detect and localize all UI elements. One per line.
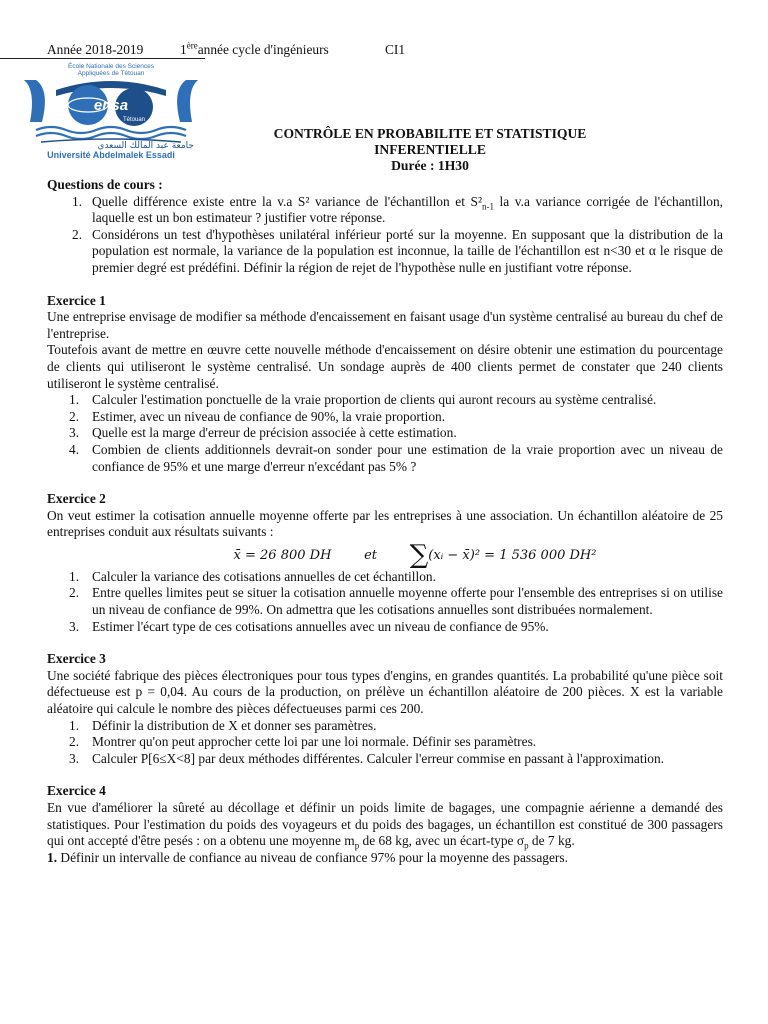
list-item: 1. Calculer l'estimation ponctuelle de la vraie proportion de clients qui auront recours au système centralisé. <box>69 392 657 408</box>
formula-sum: (xᵢ − x̄)² = 1 536 000 DH² <box>428 547 597 563</box>
list-item: 2. Estimer, avec un niveau de confiance de 90%, la vraie proportion. <box>69 408 446 424</box>
school-logo <box>16 60 206 160</box>
logo-top-text-1: École Nationale des Sciences <box>68 63 154 70</box>
list-item: 2. Entre quelles limites peut se situer la cotisation annuelle moyenne offerte pour l'ensemble des entreprises si on utilise un niveau de confiance de 99%. On admettra que les cotisations annuelles sont distribuées normalement. <box>69 585 723 618</box>
title-line-2: INFERENTIELLE <box>374 142 486 157</box>
list-item: 3. Calculer P[6≤X<8] par deux méthodes différentes. Calculer l'erreur commise en passant à l'approximation. <box>69 750 665 766</box>
exercise-4 <box>47 783 723 866</box>
program-level: 1èreannée cycle d'ingénieurs <box>180 40 329 57</box>
exercise-3 <box>47 651 723 767</box>
exercise-1 <box>47 293 723 476</box>
logo-wave-2 <box>36 133 186 139</box>
logo-right-pillar <box>177 80 198 122</box>
exercise-2 <box>47 491 723 635</box>
exercise-1-heading: Exercice 1 <box>47 292 106 308</box>
logo-top-text-2: Appliquées de Tétouan <box>77 70 145 77</box>
exercise-4-heading: Exercice 4 <box>47 783 106 799</box>
exercise-2-questions <box>47 569 723 635</box>
list-item: 2. Montrer qu'on peut approcher cette loi par une loi normale. Définir ses paramètres. <box>69 734 537 750</box>
formula-connector: et <box>364 547 377 563</box>
exercise-4-question-1: 1. Définir un intervalle de confiance au niveau de confiance 97% pour la moyenne des passagers. <box>47 849 568 865</box>
exercise-1-context: Toutefois avant de mettre en œuvre cette nouvelle méthode d'encaissement on désire obtenir une estimation du pourcentage de clients qui utiliseront le système centralisé. Un sondage auprès de 400 clients permet de constater que 240 clients utiliseront le système centralisé. <box>47 342 723 391</box>
class-code: CI1 <box>385 42 406 57</box>
exercise-4-intro: En vue d'améliorer la sûreté au décollage et définir un poids limite de bagages, une compagnie aérienne a demandé des statistiques. Pour l'estimation du poids des voyageurs et du poids des bagages, un échantillon est constitué de 300 passagers qui ont accepté d'être pesés : on a obtenu une moyenne $m_p$ de 68 kg, avec un écart-type $\sigma_p$ de 7 kg. <box>47 800 723 851</box>
list-item: 1. Quelle différence existe entre la v.a S² variance de l'échantillon et $S^2_{n-1}$ la v.a variance corrigée de l'échantillon, laquelle est un bon estimateur ? justifier votre réponse. <box>72 193 723 226</box>
exercise-1-questions <box>47 392 723 475</box>
list-item: 3. Quelle est la marge d'erreur de précision associée à cette estimation. <box>69 425 457 441</box>
exercise-2-formula <box>107 541 723 569</box>
title-line-1: CONTRÔLE EN PROBABILITE ET STATISTIQUE <box>273 126 587 141</box>
logo-mark-text: ensa <box>93 97 129 114</box>
logo-city: Tétouan <box>122 117 146 123</box>
list-item: 1. Calculer la variance des cotisations annuelles de cet échantillon. <box>69 568 436 584</box>
exam-body <box>47 177 723 866</box>
exercise-3-intro: Une société fabrique des pièces électroniques pour tous types d'engins, en grandes quantités. La probabilité qu'une pièce soit défectueuse est p = 0,04. Au cours de la production, on prélève un échantillon aléatoire de 200 pièces. X est la variable aléatoire qui calcule le nombre des pièces défectueuses parmi ces 200. <box>47 667 723 717</box>
exercise-2-heading: Exercice 2 <box>47 491 106 507</box>
logo-university: Université Abdelmalek Essadi <box>47 150 175 160</box>
course-questions-list <box>47 194 723 277</box>
academic-year: Année 2018-2019 <box>47 42 144 57</box>
exercise-1-intro: Une entreprise envisage de modifier sa méthode d'encaissement en faisant usage d'un système centralisé au bureau du chef de l'entreprise. <box>47 309 723 341</box>
logo-left-pillar <box>24 80 45 122</box>
list-item: 3. Estimer l'écart type de ces cotisations annuelles avec un niveau de confiance de 95%. <box>69 618 549 634</box>
logo-arabic-text: جامعة عبد المالك السعدي <box>97 141 194 151</box>
exercise-3-heading: Exercice 3 <box>47 651 106 667</box>
exam-header <box>47 42 405 59</box>
exam-title <box>250 126 610 174</box>
sigma-icon: ∑ <box>409 539 429 570</box>
ensa-logo-graphic <box>16 60 206 160</box>
list-item: 1. Définir la distribution de X et donner ses paramètres. <box>69 717 377 733</box>
formula-mean: x̄ = 26 800 DH <box>233 547 332 563</box>
exercise-3-questions <box>47 718 723 768</box>
exercise-2-intro: On veut estimer la cotisation annuelle moyenne offerte par les entreprises à une association. Un échantillon aléatoire de 25 entreprises conduit aux résultats suivants : <box>47 507 723 540</box>
list-item: 2. Considérons un test d'hypothèses unilatéral inférieur porté sur la moyenne. En supposant que la distribution de la population est normale, la variance de la population est inconnue, la taille de l'échantillon est n<30 et α le risque de premier degré est prédéfini. Définir la région de rejet de l'hypothèse nulle en justifiant votre réponse. <box>72 226 723 275</box>
exam-duration: Durée : 1H30 <box>391 158 469 173</box>
course-questions-heading: Questions de cours : <box>47 177 163 192</box>
list-item: 4. Combien de clients additionnels devrait-on sonder pour une estimation de la vraie proportion avec un niveau de confiance de 95% et une marge d'erreur n'excédant pas 5% ? <box>69 441 723 474</box>
header-rule <box>0 58 205 59</box>
